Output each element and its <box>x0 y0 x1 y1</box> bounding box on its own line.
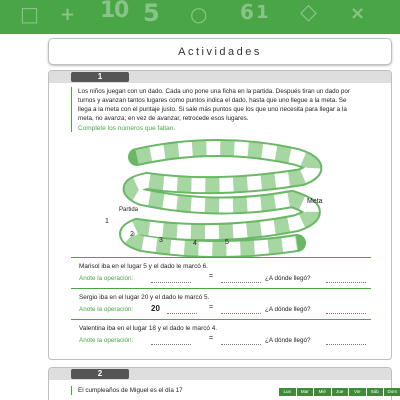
page-title-text: Actividades <box>178 45 262 58</box>
activity-instructions <box>71 386 271 395</box>
problem-question: Marisol iba en el lugar 5 y el dado le marcó 6. <box>79 263 208 270</box>
activity-intro-text: El cumpleaños de Miguel es el día 17 <box>78 387 183 394</box>
decor-times: × <box>350 3 366 24</box>
decor-shape-square: □ <box>20 2 39 26</box>
where-question: ¿A dónde llegó? <box>265 337 311 344</box>
calendar-header <box>279 388 400 396</box>
operation-label: Anote la operación: <box>79 337 134 344</box>
activity-number-bar <box>49 368 391 380</box>
page-title <box>48 38 392 65</box>
board-cell-number: 2 <box>130 231 134 238</box>
calendar-day: Dom <box>384 388 400 396</box>
answer-blank[interactable] <box>326 344 366 345</box>
decor-number: 6 <box>240 0 254 24</box>
activity-instructions <box>71 87 361 132</box>
header-banner <box>0 0 400 34</box>
where-question: ¿A dónde llegó? <box>265 275 311 282</box>
calendar-day: Jue <box>332 388 349 396</box>
activity-card-2 <box>48 367 397 400</box>
start-label: Partida <box>119 207 139 213</box>
game-board <box>97 139 337 257</box>
activity-number-badge: 1 <box>71 72 129 82</box>
board-cell-number: 5 <box>225 239 229 246</box>
activity-number-bar <box>49 71 391 83</box>
where-question: ¿A dónde llegó? <box>265 306 311 313</box>
decor-number: 1 <box>256 2 269 23</box>
calendar-day: Lun <box>279 388 296 396</box>
equals-sign: = <box>209 335 214 342</box>
calendar-day: Sáb <box>367 388 384 396</box>
decor-number: 5 <box>143 0 160 27</box>
operation-blank[interactable] <box>167 313 197 314</box>
answer-blank[interactable] <box>326 313 366 314</box>
decor-shape-circle: ○ <box>190 2 208 26</box>
problem-row <box>71 319 371 349</box>
problem-row <box>71 257 371 287</box>
board-cell-number: 4 <box>193 240 197 247</box>
equals-sign: = <box>209 304 214 311</box>
calendar-day: Mar <box>297 388 314 396</box>
activity-instruction: Complete los números que faltan. <box>78 125 176 132</box>
board-cell-number: 3 <box>159 237 163 244</box>
operation-blank[interactable] <box>151 282 191 283</box>
calendar-day: Mié <box>314 388 331 396</box>
equals-sign: = <box>209 273 214 280</box>
activity-intro-text: Los niños juegan con un dado. Cada uno pone una ficha en la partida. Después tiran un dado por turnos y avanzan tantos lugares como puntos indica el dado, hasta que uno llegue a la meta. Se llega a la meta con el puntaje justo. Si sale más puntos que los que uno necesita para llegar a la meta, no avanza; en vez de avanzar, retrocede esos lugares. <box>78 88 351 122</box>
problem-question: Valentina iba en el lugar 18 y el dado le marcó 4. <box>79 325 218 332</box>
problem-row <box>71 288 371 318</box>
decor-number: 1 <box>100 0 116 23</box>
decor-plus: + <box>60 4 76 25</box>
given-number: 20 <box>151 304 160 313</box>
board-cell-number: 1 <box>105 218 109 225</box>
answer-blank[interactable] <box>326 282 366 283</box>
calendar-day: Vie <box>349 388 366 396</box>
decor-number: 0 <box>114 0 130 23</box>
activity-card-1 <box>48 70 392 360</box>
meta-label: Meta <box>307 198 323 205</box>
result-blank[interactable] <box>221 313 261 314</box>
operation-label: Anote la operación: <box>79 306 134 313</box>
decor-shape-diamond: ◇ <box>300 0 317 25</box>
operation-label: Anote la operación: <box>79 275 134 282</box>
operation-blank[interactable] <box>151 344 191 345</box>
problem-question: Sergio iba en el lugar 20 y el dado le marcó 5. <box>79 294 210 301</box>
result-blank[interactable] <box>221 282 261 283</box>
activity-number-badge: 2 <box>71 369 129 379</box>
result-blank[interactable] <box>221 344 261 345</box>
